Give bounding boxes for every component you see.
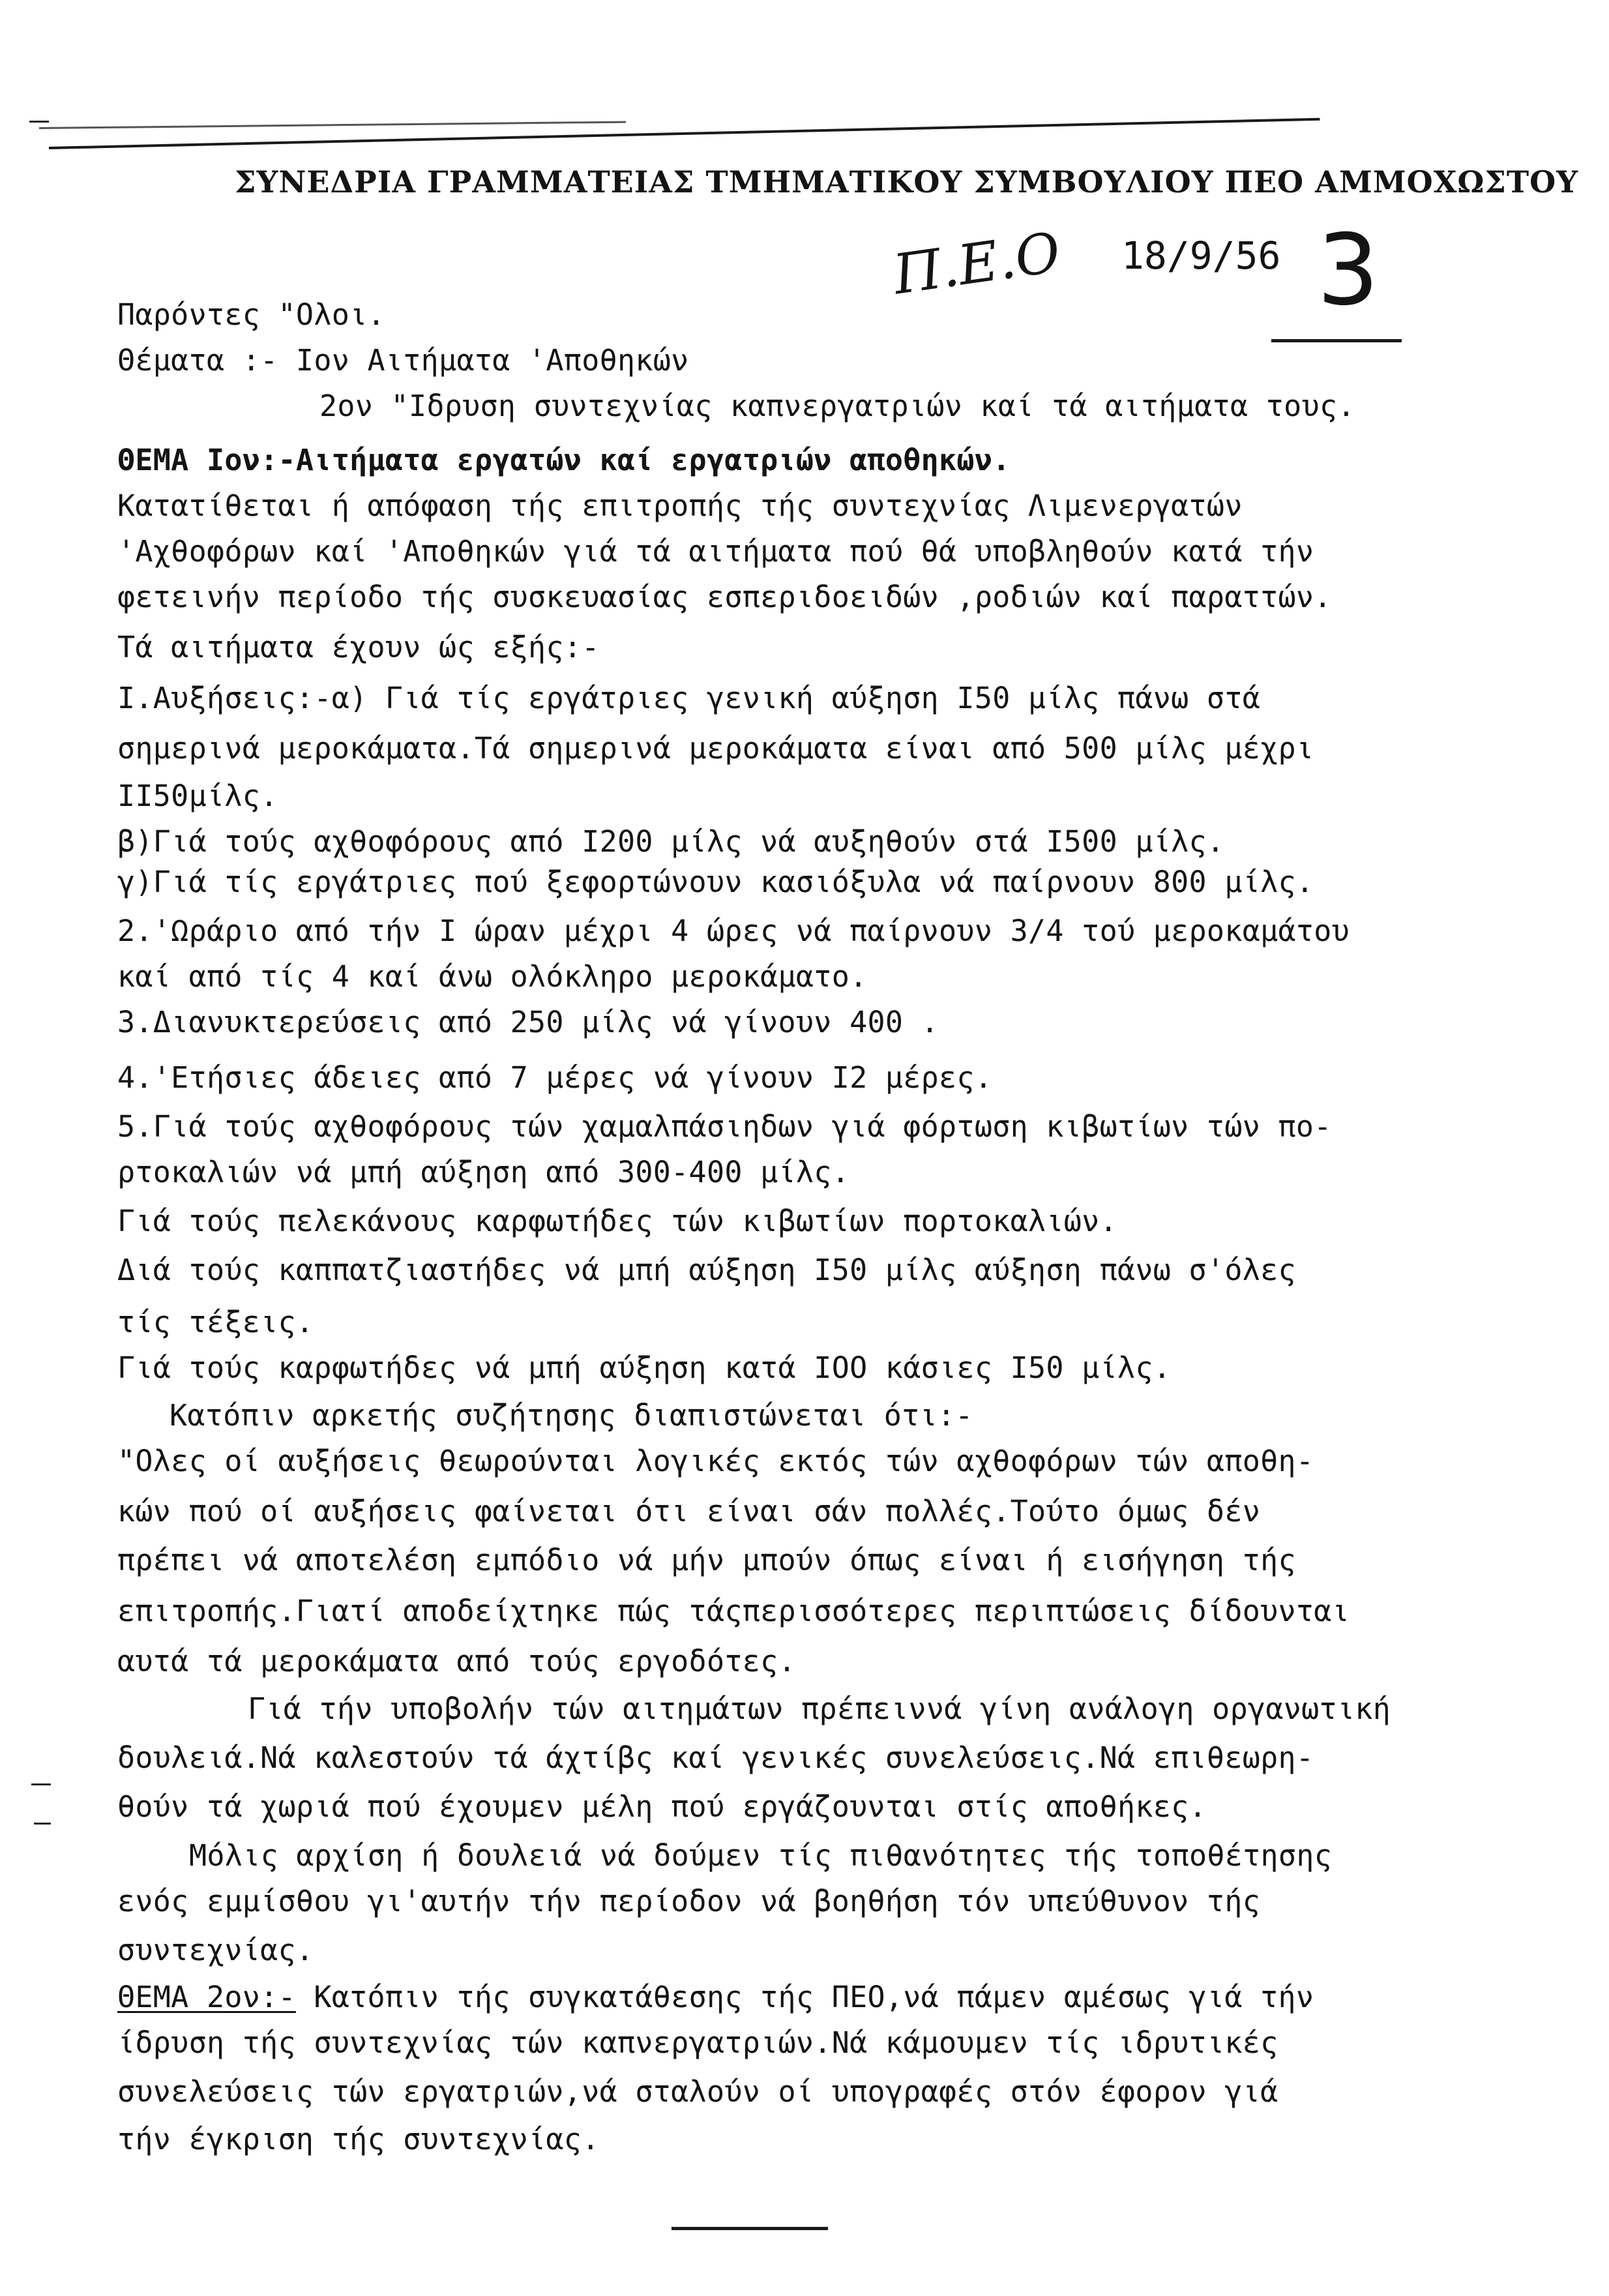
body-line: σημερινά μεροκάματα.Τά σημερινά μεροκάματα είναι από 500 μίλς μέχρι [117,731,1314,766]
body-line: συντεχνίας. [117,1933,314,1967]
body-line [117,1982,1314,2012]
body-line: πρέπει νά αποτελέση εμπόδιο νά μήν μπούν όπως είναι ή εισήγηση τής [117,1543,1296,1577]
body-line: ενός εμμίσθου γι'αυτήν τήν περίοδον νά βοηθήση τόν υπεύθυνον τής [117,1884,1261,1918]
theme-2-heading: ΘΕΜΑ 2ον:- [117,1980,296,2014]
body-line: ρτοκαλιών νά μπή αύξηση από 300-400 μίλς. [117,1155,850,1189]
body-line: Γιά τήν υποβολήν τών αιτημάτων πρέπειννά γίνη ανάλογη οργανωτική [248,1692,1391,1726]
body-line: συνελεύσεις τών εργατριών,νά σταλούν οί υπογραφές στόν έφορον γιά [117,2074,1278,2109]
body-line: Γιά τούς καρφωτήδες νά μπή αύξηση κατά ΙΟΟ κάσιες Ι50 μίλς. [117,1350,1172,1385]
body-line: αυτά τά μεροκάματα από τούς εργοδότες. [117,1644,796,1678]
body-line: ίδρυση τής συντεχνίας τών καπνεργατριών.Νά κάμουμεν τίς ιδρυτικές [117,2025,1278,2060]
body-line: γ)Γιά τίς εργάτριες πού ξεφορτώνουν κασιόξυλα νά παίρνουν 800 μίλς. [117,865,1314,899]
body-line: καί από τίς 4 καί άνω ολόκληρο μεροκάματο. [117,959,868,994]
body-line: Μόλις αρχίση ή δουλειά νά δούμεν τίς πιθανότητες τής τοποθέτησης [189,1838,1333,1873]
body-line: ΘΕΜΑ Ιον:-Αιτήματα εργατών καί εργατριών αποθηκών. [117,443,1011,477]
body-line: 4.'Ετήσιες άδειες από 7 μέρες νά γίνουν Ι2 μέρες. [117,1060,993,1095]
body-line: 2ον "Ιδρυση συντεχνίας καπνεργατριών καί τά αιτήματα τους. [319,389,1355,423]
body-line: δουλειά.Νά καλεστούν τά άχτίβς καί γενικές συνελεύσεις.Νά επιθεωρη- [117,1740,1314,1775]
body-line: 'Αχθοφόρων καί 'Αποθηκών γιά τά αιτήματα πού θά υποβληθούν κατά τήν [117,534,1314,569]
body-line: θούν τά χωριά πού έχουμεν μέλη πού εργάζουνται στίς αποθήκες. [117,1789,1207,1824]
body-line: 2.'Ωράριο από τήν Ι ώραν μέχρι 4 ώρες νά παίρνουν 3/4 τού μεροκαμάτου [117,914,1350,948]
body-line: ΙΙ50μίλς. [117,779,278,813]
body-line: επιτροπής.Γιατί αποδείχτηκε πώς τάςπερισσότερες περιπτώσεις δίδουνται [117,1594,1350,1628]
body-line: Ι.Αυξήσεις:-α) Γιά τίς εργάτριες γενική αύξηση Ι50 μίλς πάνω στά [117,681,1261,715]
body-line: 5.Γιά τούς αχθοφόρους τών χαμαλπάσιηδων γιά φόρτωση κιβωτίων τών πο- [117,1109,1332,1144]
handwritten-note: Π.Ε.Ο [889,220,1065,307]
body-line: κών πού οί αυξήσεις φαίνεται ότι είναι σάν πολλές.Τούτο όμως δέν [117,1494,1261,1528]
body-line: 3.Διανυκτερεύσεις από 250 μίλς νά γίνουν 400 . [117,1005,939,1039]
body-line: Θέματα :- Ιον Αιτήματα 'Αποθηκών [117,343,689,378]
body-line: Διά τούς καππατζιαστήδες νά μπή αύξηση Ι50 μίλς αύξηση πάνω σ'όλες [117,1253,1296,1287]
body-line: Κατόπιν αρκετής συζήτησης διαπιστώνεται ότι:- [170,1398,973,1433]
body-line: τίς τέξεις. [117,1305,314,1339]
body-line: Παρόντες "Ολοι. [117,297,385,332]
body-line: "Ολες οί αυξήσεις θεωρούνται λογικές εκτός τών αχθοφόρων τών αποθη- [117,1444,1314,1478]
body-line: Γιά τούς πελεκάνους καρφωτήδες τών κιβωτίων πορτοκαλιών. [117,1204,1117,1238]
document-date: 18/9/56 [1121,233,1281,278]
body-line: Τά αιτήματα έχουν ώς εξής:- [117,630,600,664]
body-line: β)Γιά τούς αχθοφόρους από Ι200 μίλς νά αυξηθούν στά Ι500 μίλς. [117,824,1225,859]
page-number: 3 [1317,214,1380,327]
body-line: τήν έγκριση τής συντεχνίας. [117,2122,600,2156]
theme-2-text: Κατόπιν τής συγκατάθεσης τής ΠΕΟ,νά πάμεν αμέσως γιά τήν [314,1980,1314,2014]
body-line: Κατατίθεται ή απόφαση τής επιτροπής τής συντεχνίας Λιμενεργατών [117,488,1243,523]
document-title: ΣΥΝΕΔΡΙΑ ΓΡΑΜΜΑΤΕΙΑΣ ΤΜΗΜΑΤΙΚΟΥ ΣΥΜΒΟΥΛΙΟΥ ΠΕΟ ΑΜΜΟΧΩΣΤΟΥ [235,164,1579,200]
body-line: φετεινήν περίοδο τής συσκευασίας εσπεριδοειδών ,ροδιών καί παραττών. [117,580,1332,614]
